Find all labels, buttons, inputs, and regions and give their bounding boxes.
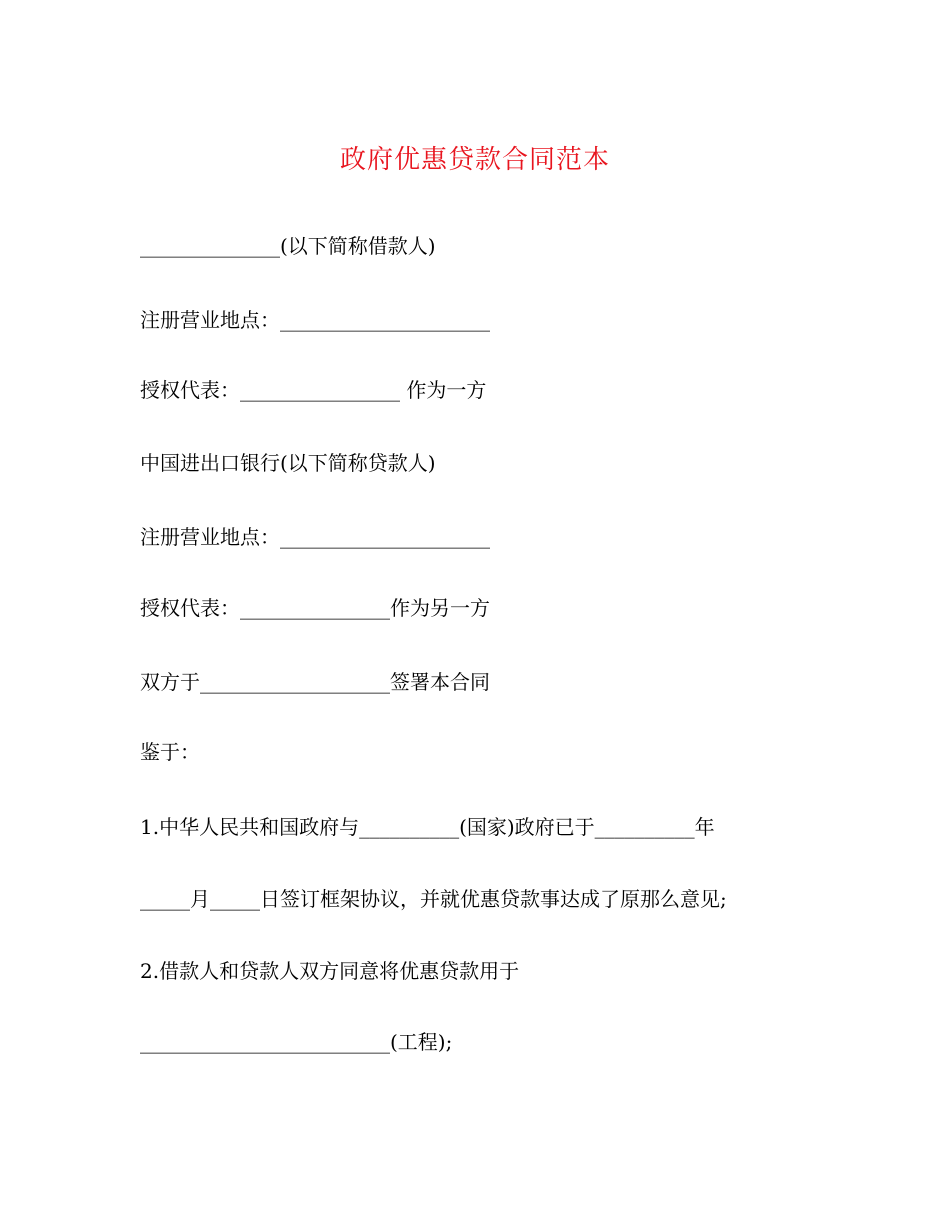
clause-2-line-2: _________________________(工程); xyxy=(140,1030,453,1054)
lender-representative-line: 授权代表：_______________作为另一方 xyxy=(140,596,490,620)
whereas-heading: 鉴于： xyxy=(140,740,200,764)
lender-line: 中国进出口银行(以下简称贷款人) xyxy=(140,451,436,475)
borrower-address-line: 注册营业地点：_____________________ xyxy=(140,308,490,332)
clause-1-line-2: _____月_____日签订框架协议，并就优惠贷款事达成了原那么意见; xyxy=(140,887,727,911)
clause-1-line-1: 1.中华人民共和国政府与__________(国家)政府已于__________年 xyxy=(140,815,715,839)
lender-address-line: 注册营业地点：_____________________ xyxy=(140,525,490,549)
document-title: 政府优惠贷款合同范本 xyxy=(339,145,610,175)
signing-date-line: 双方于___________________签署本合同 xyxy=(140,670,490,694)
borrower-line: ______________(以下简称借款人) xyxy=(140,234,436,258)
clause-2-line-1: 2.借款人和贷款人双方同意将优惠贷款用于 xyxy=(140,959,520,983)
borrower-representative-line: 授权代表：________________ 作为一方 xyxy=(140,378,487,402)
